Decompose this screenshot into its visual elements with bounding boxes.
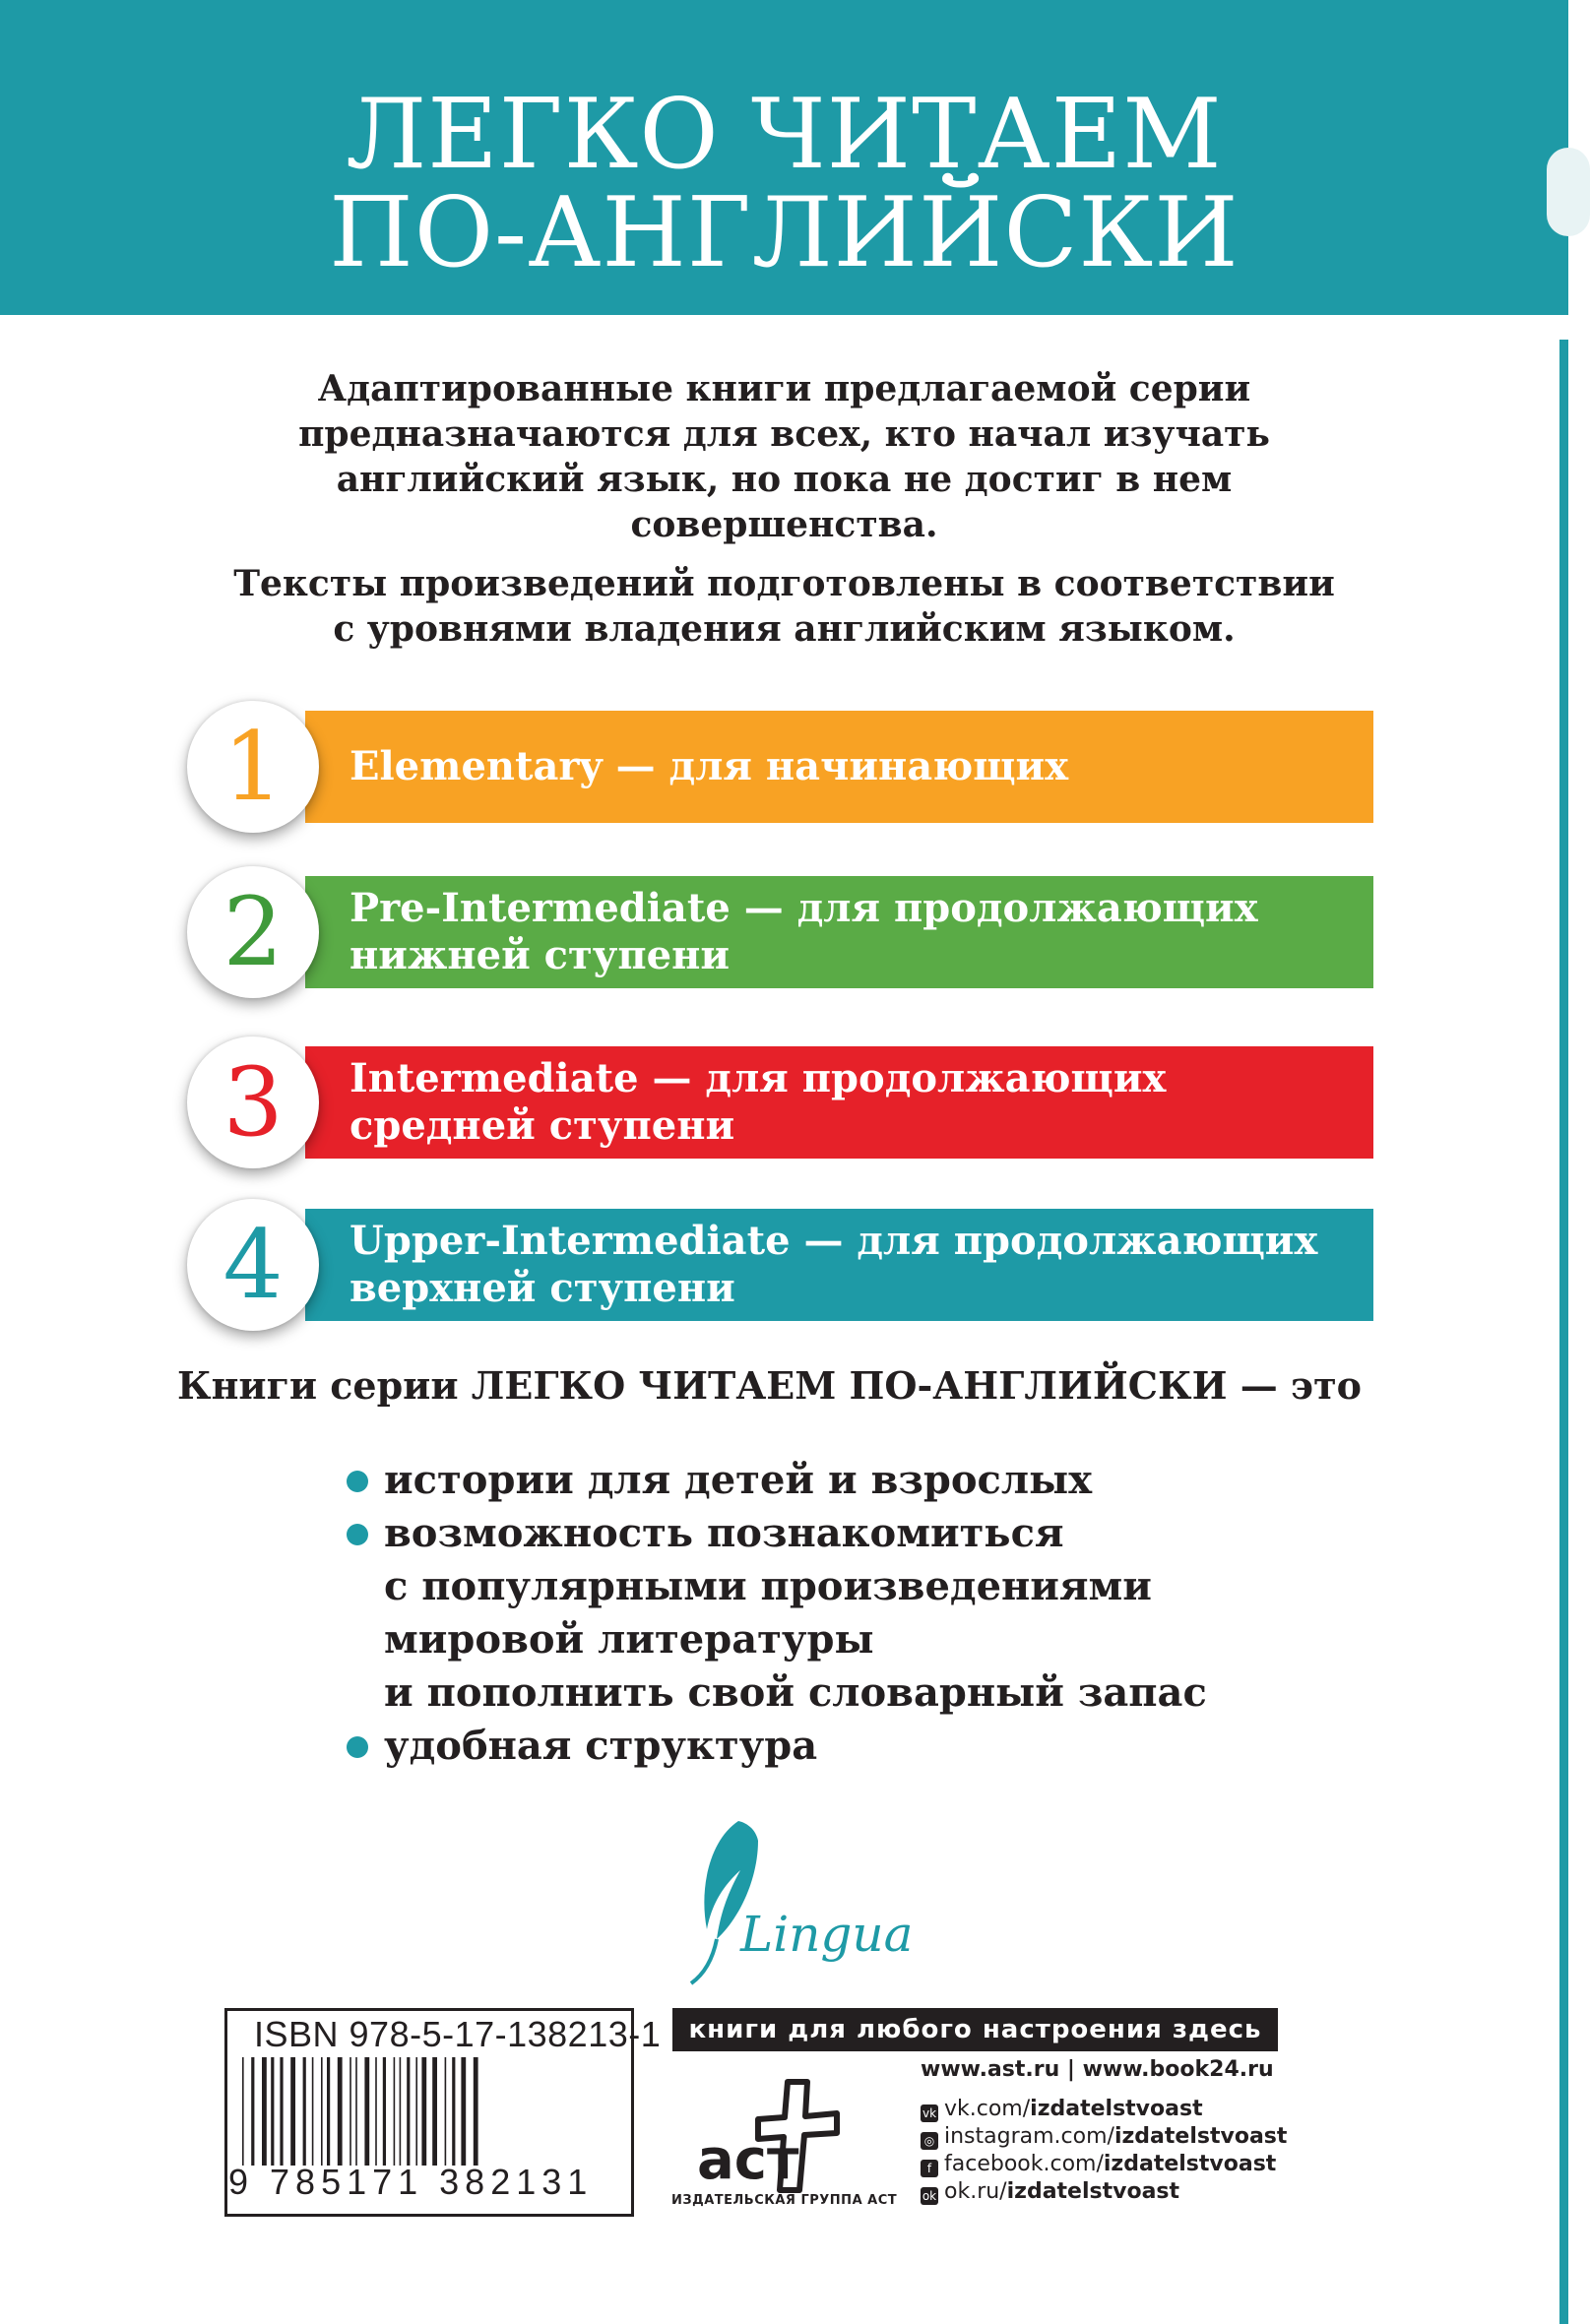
barcode-digits: 9 785171 382131 — [228, 2162, 594, 2202]
bullet-dot — [347, 1736, 368, 1758]
barcode-bar — [394, 2057, 396, 2166]
barcode-bar — [303, 2057, 306, 2166]
barcode-bar — [321, 2057, 323, 2166]
barcode-bar — [350, 2057, 351, 2166]
bullet-item-text: удобная структура — [384, 1723, 818, 1769]
series-title-line2: ПО-АНГЛИЙСКИ — [329, 177, 1240, 289]
bullet-item-text: мировой литературы — [384, 1616, 874, 1663]
intro-paragraph-1-line: английский язык, но пока не достиг в нем — [336, 459, 1233, 500]
barcode-bar — [364, 2057, 369, 2166]
social-link-domain: facebook.com/ — [944, 2152, 1104, 2176]
barcode-bar — [383, 2057, 386, 2166]
bullet-item-text: истории для детей и взрослых — [384, 1457, 1093, 1503]
barcode-bar — [355, 2057, 357, 2166]
publisher-banner: книги для любого настроения здесь — [672, 2008, 1278, 2051]
barcode-bar — [242, 2057, 244, 2166]
intro-paragraph-1-line: совершенства. — [630, 504, 938, 545]
publisher-caption: ИЗДАТЕЛЬСКАЯ ГРУППА АСТ — [671, 2193, 898, 2208]
series-statement: Книги серии ЛЕГКО ЧИТАЕМ ПО-АНГЛИЙСКИ — это — [177, 1363, 1362, 1408]
bullet-dot — [347, 1524, 368, 1545]
barcode-bar — [445, 2057, 447, 2166]
svg-text:Lingua: Lingua — [740, 1906, 914, 1963]
social-link-domain: ok.ru/ — [944, 2179, 1007, 2204]
barcode-bar — [271, 2057, 274, 2166]
level-description-2: нижней ступени — [350, 932, 731, 978]
barcode-bar — [280, 2057, 283, 2166]
social-link-handle: izdatelstvoast — [1006, 2179, 1180, 2204]
barcode-bar — [312, 2057, 314, 2166]
bullet-item-text: и пополнить свой словарный запас — [384, 1669, 1207, 1716]
ast-logo — [689, 2072, 847, 2200]
level-number-badge-4: 4 — [187, 1199, 319, 1331]
level-description-4: верхней ступени — [350, 1265, 735, 1311]
level-description-2: Pre-Intermediate — для продолжающих — [350, 885, 1258, 931]
barcode-bar — [251, 2057, 254, 2166]
barcode-bar — [400, 2057, 402, 2166]
barcode-bar — [474, 2057, 478, 2166]
instagram-icon: ◎ — [921, 2132, 938, 2150]
publisher-websites: www.ast.ru | www.book24.ru — [921, 2057, 1274, 2082]
intro-paragraph-1-line: Адаптированные книги предлагаемой серии — [317, 368, 1251, 409]
social-link-row — [921, 2179, 1179, 2205]
bullet-item-text: возможность познакомиться — [384, 1510, 1064, 1556]
barcode-bar — [452, 2057, 455, 2166]
barcode — [234, 2057, 618, 2166]
bullet-item-text: с популярными произведениями — [384, 1563, 1152, 1609]
barcode-bar — [415, 2057, 417, 2166]
intro-paragraph-2-line: Тексты произведений подготовлены в соответствии — [233, 563, 1335, 604]
level-number-badge-1: 1 — [187, 701, 319, 833]
social-link-row — [921, 2124, 1287, 2150]
series-title-line1: ЛЕГКО ЧИТАЕМ — [346, 79, 1223, 191]
edge-tab — [1547, 148, 1590, 236]
svg-text:аст: аст — [697, 2128, 799, 2192]
barcode-bar — [421, 2057, 426, 2166]
odnoklassniki-icon: ok — [922, 2189, 937, 2203]
barcode-bar — [338, 2057, 343, 2166]
social-link-row — [921, 2097, 1203, 2122]
social-link-domain: instagram.com/ — [944, 2124, 1114, 2149]
level-description-3: средней ступени — [350, 1102, 735, 1149]
intro-paragraph-2-line: с уровнями владения английским языком. — [333, 608, 1236, 650]
level-description-4: Upper-Intermediate — для продолжающих — [350, 1218, 1318, 1264]
social-link-domain: vk.com/ — [944, 2097, 1031, 2121]
level-description-3: Intermediate — для продолжающих — [350, 1055, 1167, 1101]
bullet-dot — [347, 1471, 368, 1492]
barcode-bar — [262, 2057, 267, 2166]
barcode-bar — [375, 2057, 377, 2166]
social-link-handle: izdatelstvoast — [1113, 2124, 1288, 2149]
social-link-handle: izdatelstvoast — [1030, 2097, 1203, 2121]
barcode-bar — [461, 2057, 466, 2166]
barcode-bar — [290, 2057, 295, 2166]
level-description-1: Elementary — для начинающих — [350, 743, 1069, 789]
social-link-handle: izdatelstvoast — [1103, 2152, 1277, 2176]
isbn-label: ISBN 978-5-17-138213-1 — [254, 2014, 662, 2054]
barcode-bar — [432, 2057, 437, 2166]
vk-icon: vk — [922, 2106, 937, 2120]
barcode-bar — [327, 2057, 330, 2166]
barcode-bar — [407, 2057, 410, 2166]
lingua-logo — [630, 1801, 914, 1998]
level-number-badge-2: 2 — [187, 866, 319, 998]
social-link-row — [921, 2152, 1276, 2177]
level-number-badge-3: 3 — [187, 1036, 319, 1168]
intro-paragraph-1-line: предназначаются для всех, кто начал изучать — [298, 413, 1270, 455]
facebook-icon: f — [921, 2160, 938, 2177]
